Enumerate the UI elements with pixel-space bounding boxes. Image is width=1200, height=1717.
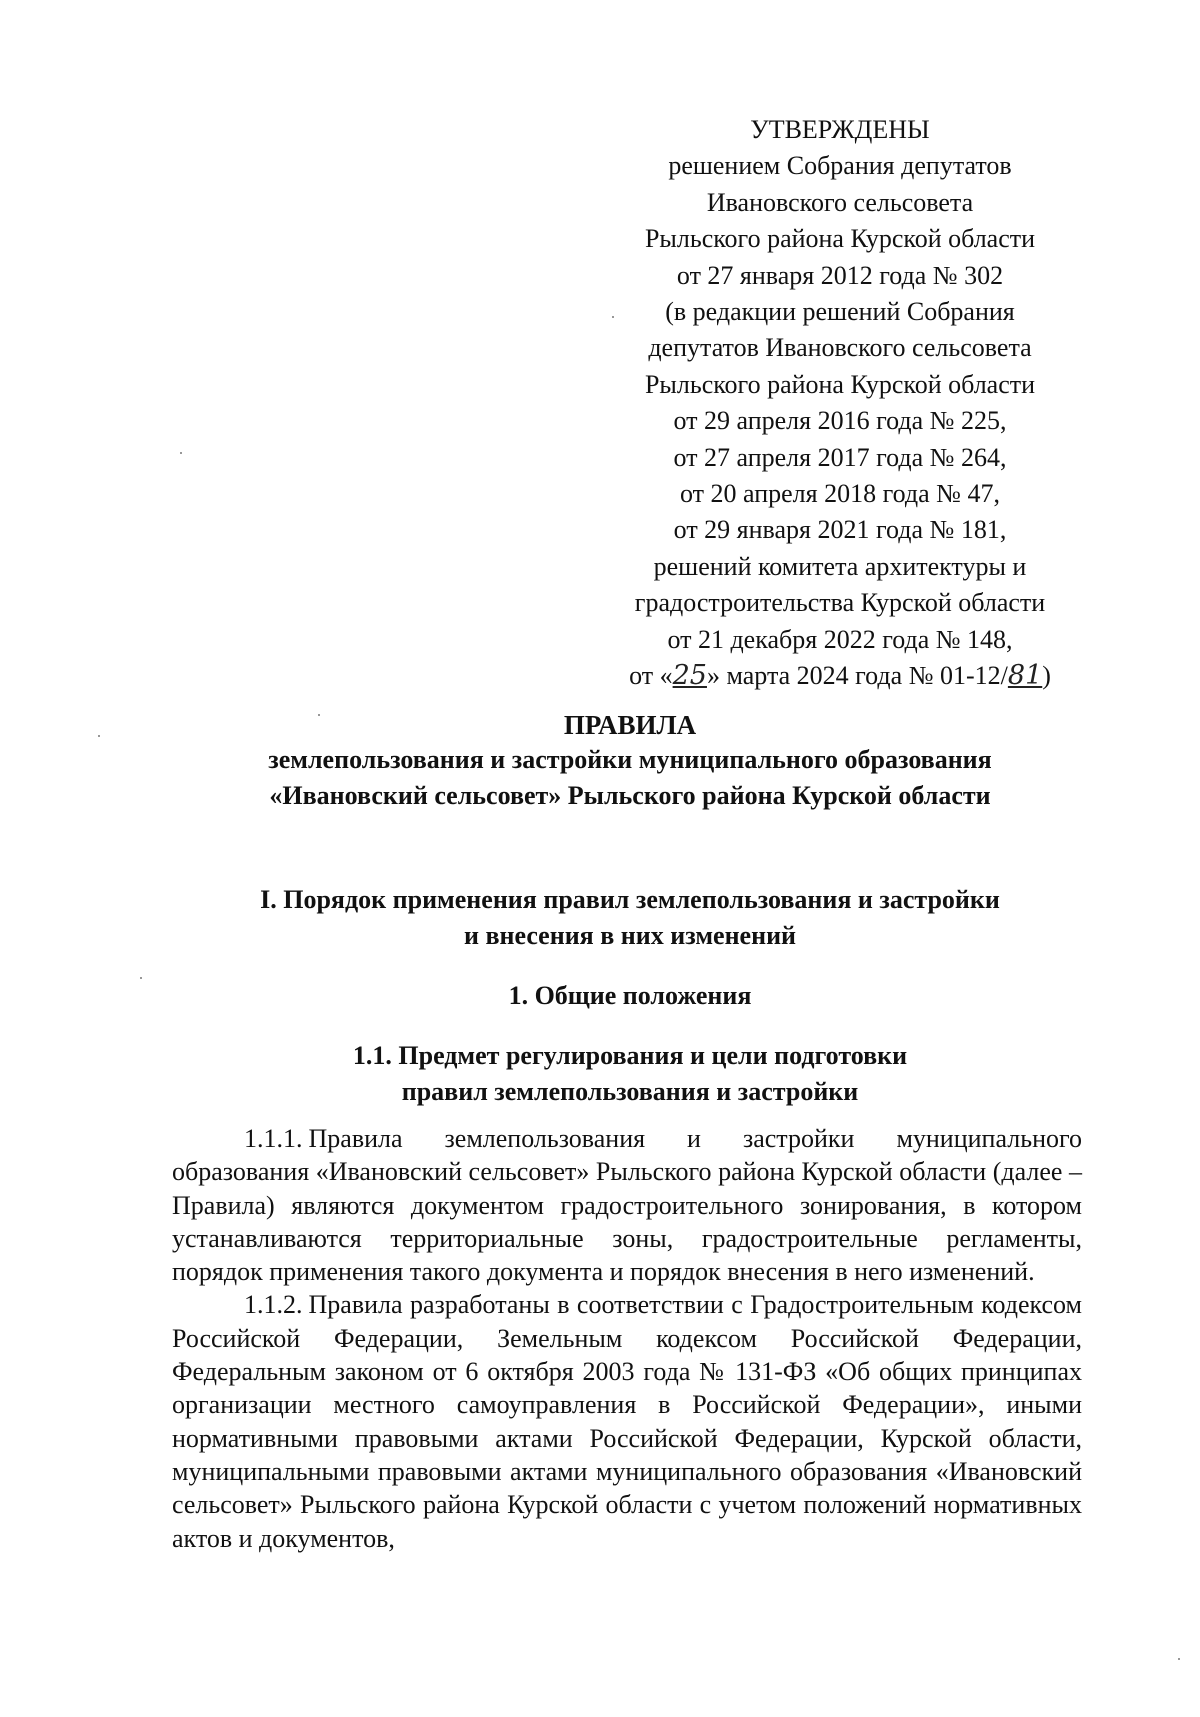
title-main: ПРАВИЛА	[563, 710, 697, 740]
scan-speck	[98, 735, 100, 737]
approval-line: градостроительства Курской области	[634, 588, 1046, 618]
last-line-suffix: )	[1042, 661, 1051, 691]
paragraph-text: Правила разработаны в соответствии с Градостроительным кодексом Российской Федерации, Земельным кодексом Российской Федерации, Федеральным законом от 6 октября 2003 года № 131-ФЗ «Об общих принципах организации местного самоуправления в Российской Федерации», иными нормативными правовыми актами Российской Федерации, Курской области, муниципальными правовыми актами муниципального образования «Ивановский сельсовет» Рыльского района Курской области с учетом положений нормативных актов и документов,	[172, 1290, 1082, 1553]
document-title	[160, 707, 1100, 743]
approval-line: депутатов Ивановского сельсовета	[648, 333, 1032, 363]
approval-line: решением Собрания депутатов	[668, 151, 1012, 181]
chapter-heading	[160, 978, 1100, 1014]
scan-speck	[318, 714, 320, 716]
section-heading-line: I. Порядок применения правил землепользования и застройки	[260, 885, 1000, 914]
approval-line: Ивановского сельсовета	[706, 187, 974, 217]
scan-speck	[1178, 1658, 1180, 1660]
section-heading-line: и внесения в них изменений	[463, 921, 797, 950]
paragraph-number: 1.1.2.	[244, 1290, 303, 1320]
subsection-heading-line: правил землепользования и застройки	[401, 1077, 859, 1106]
approval-line: Рыльского района Курской области	[644, 224, 1036, 254]
approval-line: от 29 апреля 2016 года № 225,	[673, 406, 1007, 436]
paragraph	[172, 1122, 1082, 1288]
approval-line: решений комитета архитектуры и	[653, 551, 1027, 581]
scan-speck	[612, 316, 614, 318]
paragraph-number: 1.1.1.	[244, 1124, 303, 1153]
paragraph	[172, 1288, 1082, 1554]
approval-line: от 29 января 2021 года № 181,	[673, 515, 1007, 545]
approval-line: от 21 декабря 2022 года № 148,	[667, 624, 1013, 654]
handwritten-number: 81	[1007, 660, 1043, 692]
last-line-middle: » марта 2024 года № 01-12/	[706, 661, 1008, 691]
approval-line: УТВЕРЖДЕНЫ	[750, 115, 930, 144]
scan-speck	[140, 977, 142, 979]
approval-line: от 27 января 2012 года № 302	[676, 260, 1004, 290]
scan-speck	[180, 452, 182, 454]
document-subtitle	[160, 742, 1100, 814]
approval-stamp-block	[590, 112, 1090, 695]
subsection-heading	[160, 1038, 1100, 1110]
paragraph-text: Правила землепользования и застройки муниципального образования «Ивановский сельсовет» Рыльского района Курской области (далее – Правила) являются документом градостроительного зонирования, в котором устанавливаются территориальные зоны, градостроительные регламенты, порядок применения такого документа и порядок внесения в него изменений.	[172, 1124, 1082, 1287]
approval-line: Рыльского района Курской области	[644, 369, 1036, 399]
handwritten-day: 25	[672, 660, 707, 692]
approval-line: (в редакции решений Собрания	[665, 297, 1015, 327]
body-text	[172, 1122, 1082, 1555]
subtitle-line: «Ивановский сельсовет» Рыльского района Курской области	[269, 781, 991, 810]
subsection-heading-line: 1.1. Предмет регулирования и цели подготовки	[352, 1041, 908, 1070]
chapter-heading-line: 1. Общие положения	[508, 981, 752, 1010]
last-line-prefix: от «	[629, 661, 673, 691]
subtitle-line: землепользования и застройки муниципального образования	[268, 745, 992, 774]
approval-last-line	[590, 658, 1090, 694]
approval-line: от 20 апреля 2018 года № 47,	[680, 479, 1000, 509]
section-heading	[160, 882, 1100, 954]
approval-line: от 27 апреля 2017 года № 264,	[673, 442, 1007, 472]
